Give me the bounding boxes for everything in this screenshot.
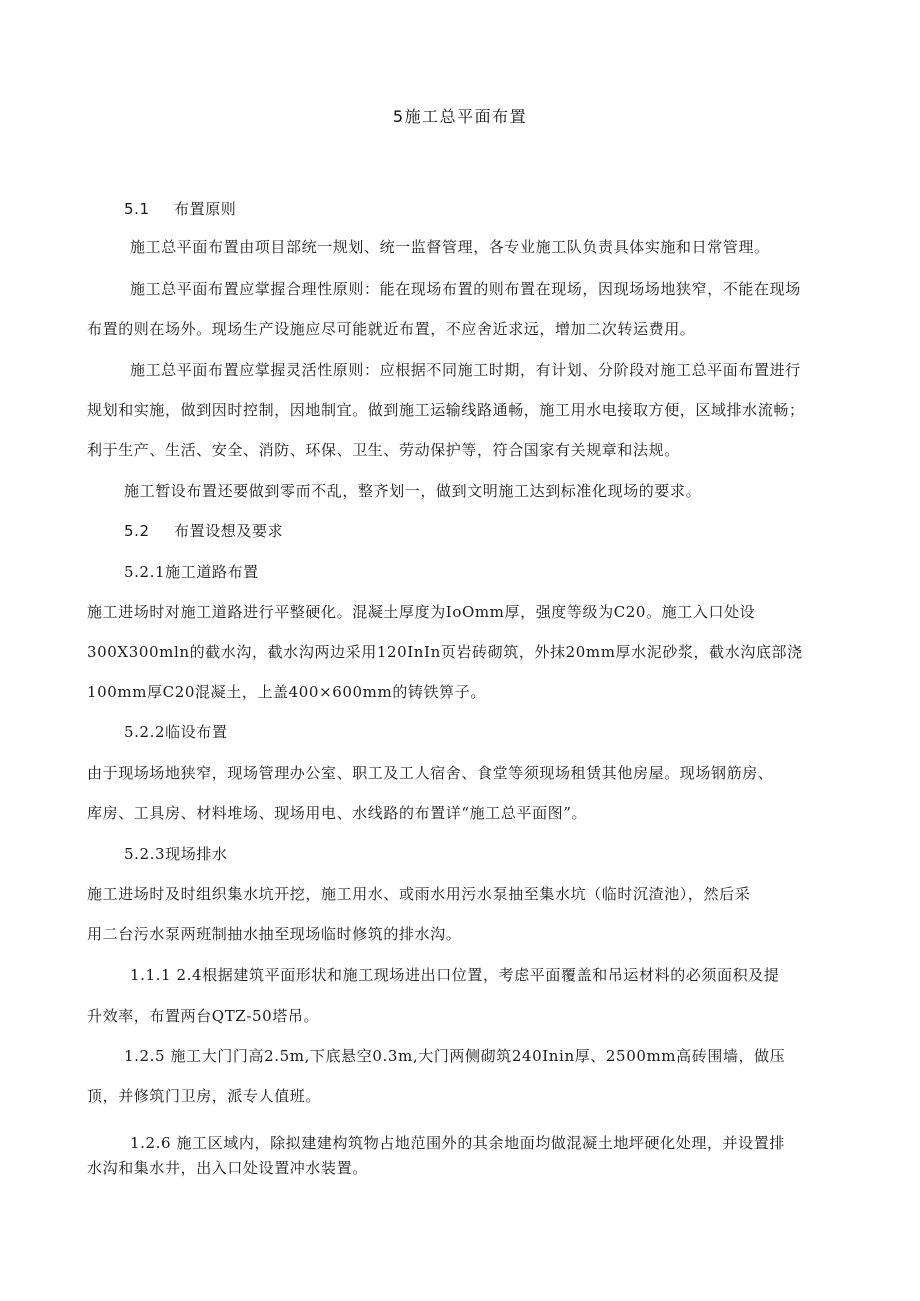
paragraph-line: 利于生产、生活、安全、消防、环保、卫生、劳动保护等，符合国家有关规章和法规。 xyxy=(87,441,680,459)
paragraph-line: 升效率，布置两台QTZ-50塔吊。 xyxy=(87,1007,320,1025)
page-title: 5施工总平面布置 xyxy=(392,107,528,126)
paragraph-line: 顶，并修筑门卫房，派专人值班。 xyxy=(87,1087,322,1105)
paragraph-line: 施工进场时对施工道路进行平整硬化。混凝土厚度为IoOmm厚，强度等级为C20。施工入口处设 xyxy=(87,603,756,621)
paragraph-line: 水沟和集水井，出入口处设置冲水装置。 xyxy=(87,1159,368,1177)
subsection-5-2-3-heading: 5.2.3现场排水 xyxy=(124,845,228,863)
paragraph-line: 规划和实施，做到因时控制，因地制宜。做到施工运输线路通畅，施工用水电接取方便，区域排水流畅； xyxy=(87,401,805,419)
section-title: 布置原则 xyxy=(174,200,237,218)
paragraph-line: 库房、工具房、材料堆场、现场用电、水线路的布置详“施工总平面图”。 xyxy=(87,804,588,822)
section-5-1-heading xyxy=(124,199,236,219)
numbered-item-1-1-1: 1.1.1 2.4根据建筑平面形状和施工现场进出口位置，考虑平面覆盖和吊运材料的必须面积及提 xyxy=(130,966,780,984)
section-5-2-heading xyxy=(124,521,283,541)
numbered-item-1-2-6: 1.2.6 施工区域内，除拟建建构筑物占地范围外的其余地面均做混凝土地坪硬化处理，并设置排 xyxy=(130,1134,785,1152)
paragraph-line: 300X300mln的截水沟，截水沟两边采用120InIn页岩砖砌筑，外抹20mm厚水泥砂浆，截水沟底部浇 xyxy=(87,643,803,661)
paragraph-line: 施工暂设布置还要做到零而不乱，整齐划一，做到文明施工达到标准化现场的要求。 xyxy=(124,482,702,500)
paragraph-line: 施工进场时及时组织集水坑开挖，施工用水、或雨水用污水泵抽至集水坑（临时沉渣池），然后采 xyxy=(87,885,751,903)
subsection-5-2-2-heading: 5.2.2临设布置 xyxy=(124,723,228,741)
paragraph-line: 施工总平面布置由项目部统一规划、统一监督管理，各专业施工队负责具体实施和日常管理。 xyxy=(130,238,770,256)
paragraph-line: 由于现场场地狭窄，现场管理办公室、职工及工人宿舍、食堂等须现场租赁其他房屋。现场钢筋房、 xyxy=(87,764,774,782)
section-number: 5.2 xyxy=(124,522,150,540)
paragraph-line: 100mm厚C20混凝土，上盖400×600mm的铸铁箅子。 xyxy=(87,683,486,701)
paragraph-line: 施工总平面布置应掌握灵活性原则：应根据不同施工时期，有计划、分阶段对施工总平面布置进行 xyxy=(130,361,801,379)
paragraph-line: 用二台污水泵两班制抽水抽至现场临时修筑的排水沟。 xyxy=(87,925,462,943)
section-number: 5.1 xyxy=(124,200,150,218)
numbered-item-1-2-5: 1.2.5 施工大门门高2.5m,下底悬空0.3m,大门两侧砌筑240Inin厚、2500mm高砖围墙，做压 xyxy=(124,1047,786,1065)
paragraph-line: 施工总平面布置应掌握合理性原则：能在现场布置的则布置在现场，因现场场地狭窄，不能在现场 xyxy=(130,280,801,298)
subsection-5-2-1-heading: 5.2.1施工道路布置 xyxy=(124,563,259,581)
paragraph-line: 布置的则在场外。现场生产设施应尽可能就近布置，不应舍近求远，增加二次转运费用。 xyxy=(87,320,696,338)
section-title: 布置设想及要求 xyxy=(174,522,284,540)
